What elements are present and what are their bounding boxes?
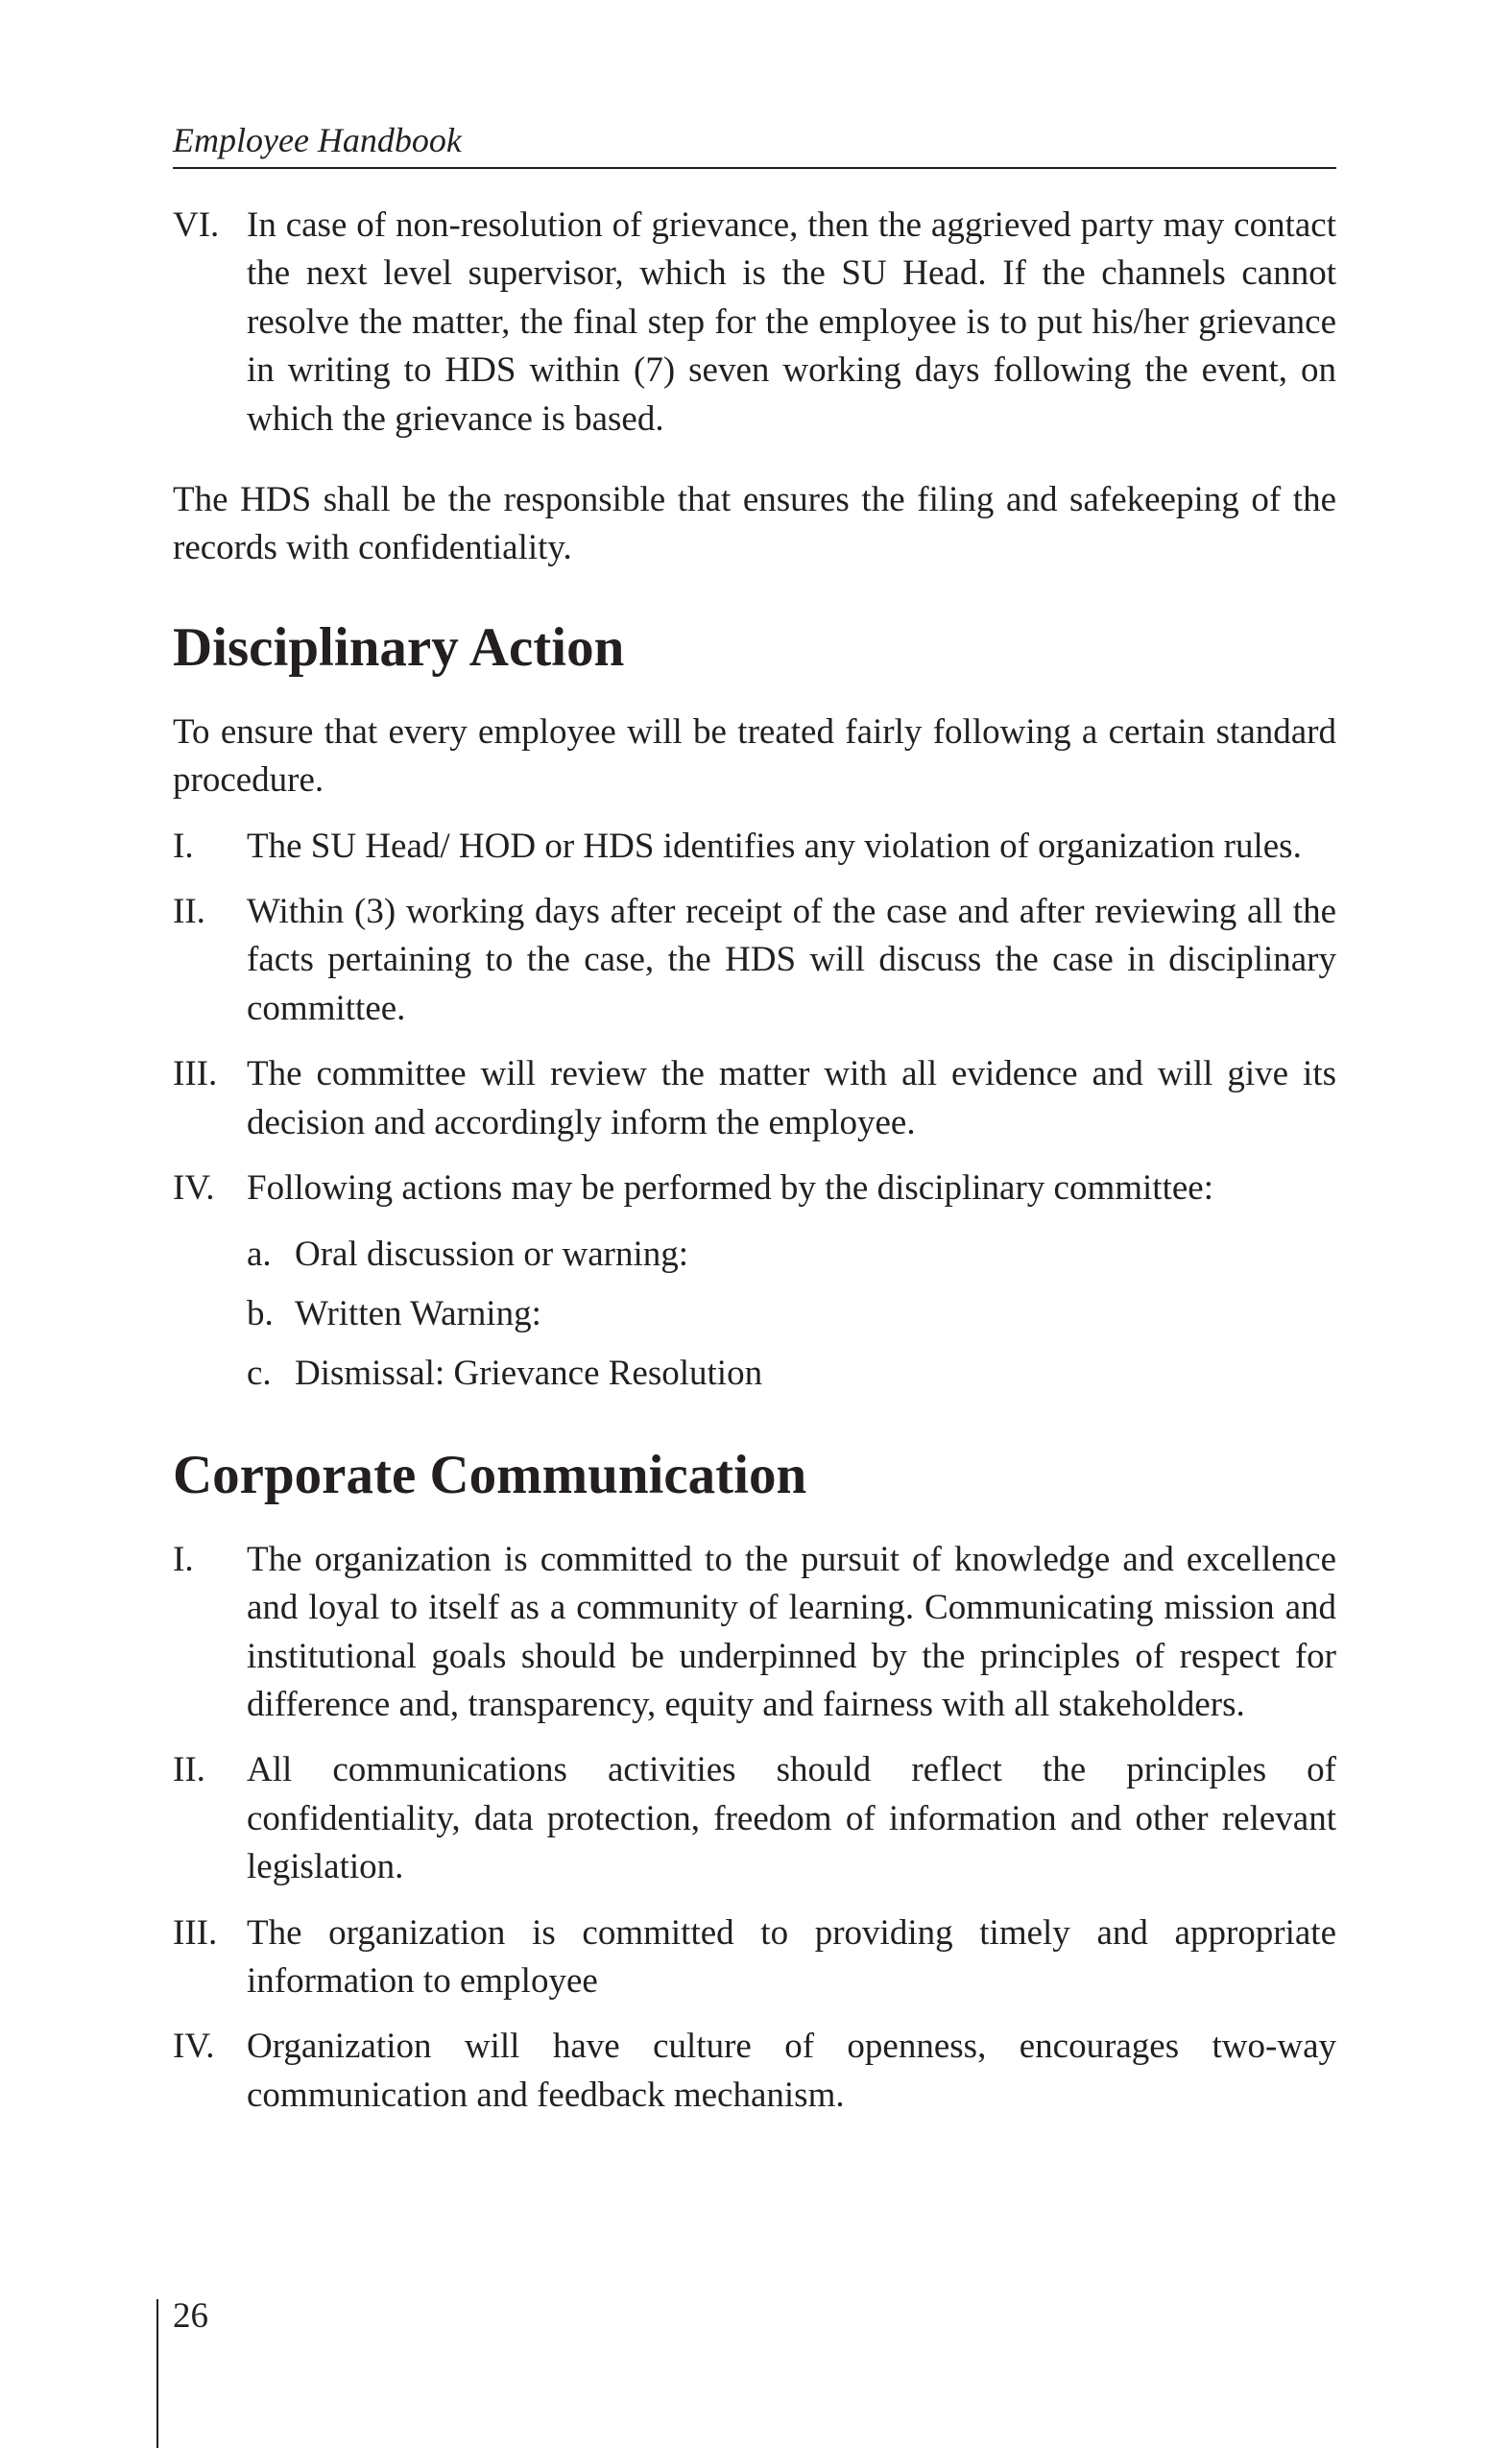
header-title: Employee Handbook [173, 121, 462, 159]
sub-item-text: Dismissal: Grievance Resolution [295, 1354, 763, 1394]
sub-list-item [247, 1350, 1336, 1398]
sub-item-text: Oral discussion or warning: [295, 1234, 689, 1274]
item-number: I. [173, 1539, 194, 1579]
item-number: II. [173, 1750, 205, 1790]
section-heading-disciplinary: Disciplinary Action [173, 616, 625, 678]
footer-vertical-rule [156, 2299, 158, 2448]
item-number: I. [173, 826, 194, 866]
sub-item-text: Written Warning: [295, 1293, 541, 1333]
list-item [173, 1164, 1336, 1212]
list-item [173, 823, 1336, 871]
list-item [173, 1909, 1336, 2006]
list-item [173, 1746, 1336, 1891]
disciplinary-actions-list [247, 1231, 1336, 1399]
item-text: The SU Head/ HOD or HDS identifies any violation of organization rules. [247, 826, 1302, 866]
item-text: The committee will review the matter with all evidence and will give its decision and accordingly inform the employee. [247, 1054, 1336, 1142]
list-item [173, 1536, 1336, 1730]
running-header [173, 119, 1336, 169]
item-number: II. [173, 892, 205, 932]
list-item [173, 202, 1336, 444]
item-number: VI. [173, 205, 220, 245]
item-text: Organization will have culture of openness, encourages two-way communication and feedback mechanism. [247, 2027, 1336, 2115]
item-number: IV. [173, 1168, 215, 1209]
item-text: Within (3) working days after receipt of the case and after reviewing all the facts pertaining to the case, the HDS will discuss the case in disciplinary committee. [247, 892, 1336, 1028]
item-text: All communications activities should reflect the principles of confidentiality, data protection, freedom of information and other relevant legislation. [247, 1750, 1336, 1887]
item-number: III. [173, 1912, 218, 1953]
disciplinary-lead: To ensure that every employee will be treated fairly following a certain standard procedure. [173, 711, 1336, 801]
sub-item-label: a. [247, 1234, 272, 1274]
sub-item-label: c. [247, 1354, 272, 1394]
item-text: The organization is committed to providing timely and appropriate information to employee [247, 1912, 1336, 2001]
list-item [173, 888, 1336, 1033]
page-content [173, 202, 1336, 2120]
list-item [173, 2023, 1336, 2120]
sub-list-item [247, 1231, 1336, 1279]
section-heading-communication: Corporate Communication [173, 1444, 807, 1505]
item-text: In case of non-resolution of grievance, then the aggrieved party may contact the next level supervisor, which is the SU Head. If the channels cannot resolve the matter, the final step for the employee is to put his/her grievance in writing to HDS within (7) seven working days following the event, on which the grievance is based. [247, 205, 1336, 439]
intro-paragraph: The HDS shall be the responsible that ensures the filing and safekeeping of the records with confidentiality. [173, 480, 1336, 568]
page-number: 26 [173, 2296, 208, 2336]
item-number: IV. [173, 2027, 215, 2067]
item-text: Following actions may be performed by the disciplinary committee: [247, 1168, 1213, 1209]
item-text: The organization is committed to the pursuit of knowledge and excellence and loyal to itself as a community of learning. Communicating mission and institutional goals should be underpinned by the principles of respect for difference and, transparency, equity and fairness with all stakeholders. [247, 1539, 1336, 1724]
item-number: III. [173, 1054, 218, 1094]
handbook-page [173, 0, 1336, 2448]
list-item [173, 1050, 1336, 1147]
sub-item-label: b. [247, 1293, 274, 1333]
sub-list-item [247, 1290, 1336, 1338]
